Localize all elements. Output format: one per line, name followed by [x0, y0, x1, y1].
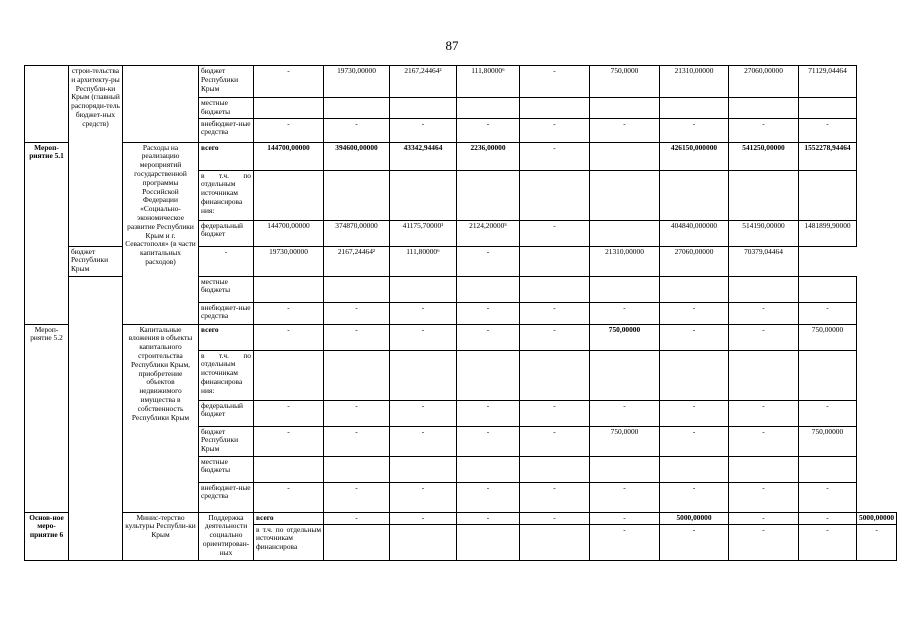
table-cell	[324, 524, 390, 560]
table-cell: 750,0000	[590, 66, 660, 98]
table-cell: -	[457, 512, 520, 524]
table-cell: -	[390, 482, 457, 512]
table-cell	[520, 456, 590, 482]
table-cell: -	[254, 66, 324, 98]
table-cell: в т.ч. по отдельным источникам финансирова ния:	[199, 170, 254, 220]
table-cell: -	[390, 400, 457, 426]
table-cell	[390, 276, 457, 302]
table-cell: -	[520, 66, 590, 98]
table-cell: федеральный бюджет	[199, 220, 254, 246]
table-cell: 111,80000⁶	[390, 246, 457, 276]
table-cell: 111,80000⁶	[457, 66, 520, 98]
table-cell: -	[660, 302, 729, 324]
table-cell	[123, 66, 199, 143]
table-cell	[457, 170, 520, 220]
table-cell: -	[660, 324, 729, 350]
table-cell: -	[799, 400, 857, 426]
table-cell	[324, 350, 390, 400]
table-cell: -	[254, 426, 324, 456]
table-cell	[254, 276, 324, 302]
table-cell: в т.ч. по отдельным источникам финансирова ния:	[199, 350, 254, 400]
table-cell: 21310,00000	[660, 66, 729, 98]
table-cell: -	[390, 512, 457, 524]
table-cell: 71129,04464	[799, 66, 857, 98]
table-cell: -	[520, 302, 590, 324]
table-cell: в т.ч. по отдельным источникам финансирова	[254, 524, 324, 560]
table-cell	[324, 456, 390, 482]
table-cell	[254, 350, 324, 400]
table-cell: -	[729, 118, 799, 142]
table-cell: -	[254, 118, 324, 142]
table-row	[25, 512, 897, 524]
table-cell: Мероп-риятие 5.1	[25, 142, 69, 324]
table-cell: 404840,000000	[660, 220, 729, 246]
table-cell: -	[324, 512, 390, 524]
table-cell: Минис-терство культуры Республи-ки Крым	[123, 512, 199, 560]
table-cell: -	[324, 324, 390, 350]
table-cell: местные бюджеты	[199, 456, 254, 482]
table-cell: местные бюджеты	[199, 98, 254, 119]
table-cell: -	[660, 400, 729, 426]
table-cell: Расходы на реализацию мероприятий государственной программы Российской Федерации «Социально-экономическое развитие Республики Крым и г. Севастополя» (в части капитальных расходов)	[123, 142, 199, 324]
table-cell: -	[660, 426, 729, 456]
table-cell	[324, 98, 390, 119]
table-cell	[457, 456, 520, 482]
table-cell: -	[857, 524, 897, 560]
table-cell: -	[729, 512, 799, 524]
table-cell	[660, 456, 729, 482]
table-cell: -	[254, 302, 324, 324]
table-cell: бюджет Республики Крым	[199, 426, 254, 456]
table-cell: -	[799, 118, 857, 142]
table-cell: 1552278,94464	[799, 142, 857, 170]
table-cell: 2236,00000	[457, 142, 520, 170]
table-cell: 27060,00000	[660, 246, 729, 276]
table-cell	[254, 170, 324, 220]
table-cell: внебюджет-ные средства	[199, 482, 254, 512]
table-cell: -	[590, 118, 660, 142]
table-cell: 144700,00000	[254, 142, 324, 170]
table-cell: 2124,20000⁵	[457, 220, 520, 246]
table-cell: 426150,000000	[660, 142, 729, 170]
table-cell	[729, 98, 799, 119]
table-cell	[520, 276, 590, 302]
table-cell	[324, 276, 390, 302]
table-cell: -	[324, 482, 390, 512]
table-cell: федеральный бюджет	[199, 400, 254, 426]
table-cell: -	[520, 482, 590, 512]
table-cell: 41175,70000¹	[390, 220, 457, 246]
table-cell	[799, 170, 857, 220]
table-cell	[799, 98, 857, 119]
table-cell	[457, 98, 520, 119]
table-cell: бюджет Республики Крым	[69, 246, 123, 276]
table-cell: -	[729, 324, 799, 350]
table-cell	[590, 98, 660, 119]
table-cell	[457, 350, 520, 400]
table-cell: 27060,00000	[729, 66, 799, 98]
table-cell	[520, 350, 590, 400]
table-cell: -	[590, 524, 660, 560]
table-cell: 5000,00000	[857, 512, 897, 524]
table-cell	[390, 524, 457, 560]
table-cell: внебюджет-ные средства	[199, 302, 254, 324]
table-cell: -	[799, 512, 857, 524]
table-cell	[729, 170, 799, 220]
table-cell: -	[324, 302, 390, 324]
table-cell: -	[324, 426, 390, 456]
table-cell: бюджет Республики Крым	[199, 66, 254, 98]
table-cell: 70379,04464	[729, 246, 799, 276]
table-cell: -	[254, 324, 324, 350]
table-cell: 2167,24464²	[324, 246, 390, 276]
table-cell: 374870,00000	[324, 220, 390, 246]
table-cell: -	[254, 482, 324, 512]
table-cell	[457, 524, 520, 560]
table-cell: -	[457, 246, 520, 276]
table-cell: 2167,24464²	[390, 66, 457, 98]
table-cell: -	[520, 400, 590, 426]
table-cell: -	[660, 118, 729, 142]
table-cell: строи-тельства и архитекту-ры Республи-ки Крым (главный распоряди-тель бюджет-ных средств)	[69, 66, 123, 247]
table-cell	[254, 456, 324, 482]
budget-table	[24, 65, 897, 561]
table-cell	[799, 276, 857, 302]
table-cell: -	[520, 220, 590, 246]
table-cell: Мероп-риятие 5.2	[25, 324, 69, 512]
table-cell	[590, 276, 660, 302]
table-cell: -	[520, 426, 590, 456]
table-cell: Капитальные вложения в объекты капитального строительства Республики Крым, приобретение объектов недвижимого имущества в собственность Республики Крым	[123, 324, 199, 512]
table-cell: всего	[254, 512, 324, 524]
table-cell	[590, 220, 660, 246]
table-row	[25, 66, 897, 98]
table-cell: 144700,00000	[254, 220, 324, 246]
table-cell: 1481899,90000	[799, 220, 857, 246]
table-cell: -	[520, 324, 590, 350]
table-cell: 21310,00000	[590, 246, 660, 276]
table-row	[25, 324, 897, 350]
table-cell: -	[590, 512, 660, 524]
table-cell	[660, 170, 729, 220]
table-cell	[520, 524, 590, 560]
table-cell	[390, 170, 457, 220]
table-cell	[590, 142, 660, 170]
table-cell: местные бюджеты	[199, 276, 254, 302]
table-cell: -	[799, 524, 857, 560]
table-cell	[457, 276, 520, 302]
table-cell: -	[199, 246, 254, 276]
table-cell	[729, 276, 799, 302]
table-cell: 541250,00000	[729, 142, 799, 170]
table-cell: Основ-ное меро-приятие 6	[25, 512, 69, 560]
table-cell: -	[390, 302, 457, 324]
table-cell: -	[660, 524, 729, 560]
table-cell: -	[799, 302, 857, 324]
table-cell	[590, 170, 660, 220]
table-cell: -	[729, 302, 799, 324]
table-cell: -	[324, 118, 390, 142]
table-cell	[324, 170, 390, 220]
table-cell	[520, 246, 590, 276]
table-cell	[590, 350, 660, 400]
table-cell	[729, 350, 799, 400]
table-cell: 750,00000	[799, 426, 857, 456]
table-cell: -	[729, 426, 799, 456]
table-cell: -	[457, 118, 520, 142]
table-cell: -	[390, 118, 457, 142]
table-cell: -	[799, 482, 857, 512]
table-cell: -	[520, 512, 590, 524]
table-cell: всего	[199, 142, 254, 170]
table-cell	[520, 98, 590, 119]
table-cell: -	[324, 400, 390, 426]
table-cell: -	[590, 302, 660, 324]
table-cell	[799, 456, 857, 482]
table-cell: 19730,00000	[324, 66, 390, 98]
table-cell: -	[457, 400, 520, 426]
table-cell	[660, 276, 729, 302]
table-cell: Поддержка деятельности социально ориентирован-ных	[199, 512, 254, 560]
table-cell	[390, 350, 457, 400]
table-cell: 5000,00000	[660, 512, 729, 524]
table-cell: внебюджет-ные средства	[199, 118, 254, 142]
table-cell: -	[520, 142, 590, 170]
table-cell: 750,00000	[590, 324, 660, 350]
table-cell: 19730,00000	[254, 246, 324, 276]
table-cell	[69, 276, 123, 560]
table-cell: -	[590, 482, 660, 512]
table-cell	[390, 98, 457, 119]
table-cell: -	[457, 426, 520, 456]
table-cell: -	[729, 400, 799, 426]
table-cell	[520, 170, 590, 220]
table-cell: 750,00000	[799, 324, 857, 350]
table-row	[25, 142, 897, 170]
table-cell: -	[457, 324, 520, 350]
page-number: 87	[445, 38, 459, 53]
table-cell	[660, 98, 729, 119]
table-cell	[254, 98, 324, 119]
table-cell: 514190,00000	[729, 220, 799, 246]
table-cell: 750,0000	[590, 426, 660, 456]
table-cell	[25, 66, 69, 143]
table-cell	[660, 350, 729, 400]
table-cell	[799, 350, 857, 400]
table-cell: -	[520, 118, 590, 142]
table-cell: -	[390, 324, 457, 350]
table-cell	[590, 456, 660, 482]
table-cell: -	[457, 302, 520, 324]
table-cell: -	[590, 400, 660, 426]
table-cell: -	[660, 482, 729, 512]
table-cell: 394600,00000	[324, 142, 390, 170]
table-cell: -	[457, 482, 520, 512]
table-cell: -	[729, 524, 799, 560]
table-cell: всего	[199, 324, 254, 350]
table-cell	[390, 456, 457, 482]
table-cell	[729, 456, 799, 482]
table-cell: -	[390, 426, 457, 456]
table-cell: 43342,94464	[390, 142, 457, 170]
table-cell: -	[729, 482, 799, 512]
table-cell: -	[254, 400, 324, 426]
